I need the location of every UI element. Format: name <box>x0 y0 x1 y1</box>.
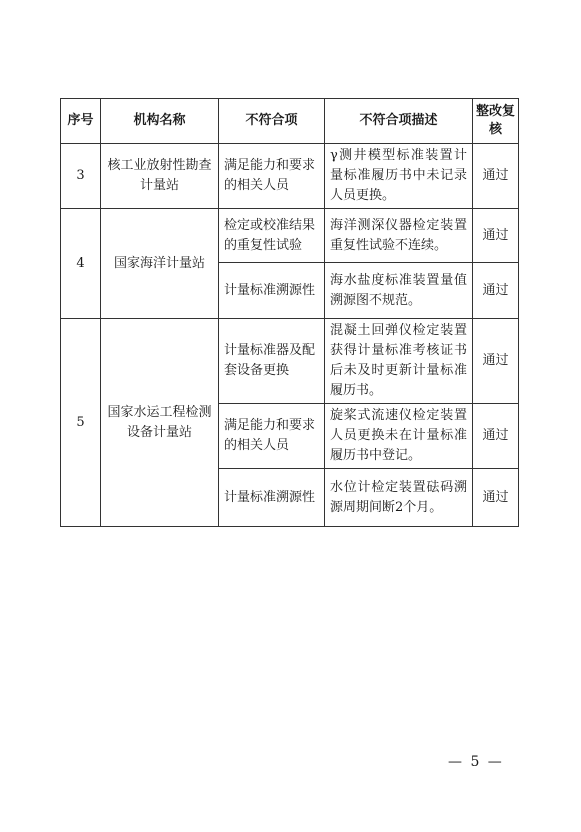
review-result: 通过 <box>473 209 519 263</box>
nonconformity-item: 满足能力和要求的相关人员 <box>219 144 325 209</box>
review-result: 通过 <box>473 144 519 209</box>
table-row <box>61 319 519 404</box>
nonconformity-item: 计量标准溯源性 <box>219 263 325 319</box>
nonconformity-desc: 混凝土回弹仪检定装置获得计量标准考核证书后未及时更新计量标准履历书。 <box>325 319 473 404</box>
header-desc: 不符合项描述 <box>325 99 473 144</box>
table-row <box>61 144 519 209</box>
review-result: 通过 <box>473 469 519 527</box>
nonconformity-item: 计量标准器及配套设备更换 <box>219 319 325 404</box>
nonconformity-item: 满足能力和要求的相关人员 <box>219 404 325 469</box>
org-name: 国家海洋计量站 <box>101 209 219 319</box>
nonconformity-desc: 旋桨式流速仪检定装置人员更换未在计量标准履历书中登记。 <box>325 404 473 469</box>
org-name: 核工业放射性勘查计量站 <box>101 144 219 209</box>
nonconformity-desc: γ测井模型标准装置计量标准履历书中未记录人员更换。 <box>325 144 473 209</box>
row-index: 4 <box>61 209 101 319</box>
header-org: 机构名称 <box>101 99 219 144</box>
nonconformity-item: 计量标准溯源性 <box>219 469 325 527</box>
review-result: 通过 <box>473 404 519 469</box>
table-header-row <box>61 99 519 144</box>
header-item: 不符合项 <box>219 99 325 144</box>
nonconformity-table <box>60 98 519 527</box>
nonconformity-desc: 海洋测深仪器检定装置重复性试验不连续。 <box>325 209 473 263</box>
review-result: 通过 <box>473 263 519 319</box>
header-result: 整改复核 <box>473 99 519 144</box>
nonconformity-desc: 海水盐度标准装置量值溯源图不规范。 <box>325 263 473 319</box>
header-index: 序号 <box>61 99 101 144</box>
table-row <box>61 209 519 263</box>
nonconformity-item: 检定或校准结果的重复性试验 <box>219 209 325 263</box>
row-index: 3 <box>61 144 101 209</box>
page-number: — 5 — <box>448 754 504 770</box>
nonconformity-desc: 水位计检定装置砝码溯源周期间断2个月。 <box>325 469 473 527</box>
review-result: 通过 <box>473 319 519 404</box>
org-name: 国家水运工程检测设备计量站 <box>101 319 219 527</box>
row-index: 5 <box>61 319 101 527</box>
